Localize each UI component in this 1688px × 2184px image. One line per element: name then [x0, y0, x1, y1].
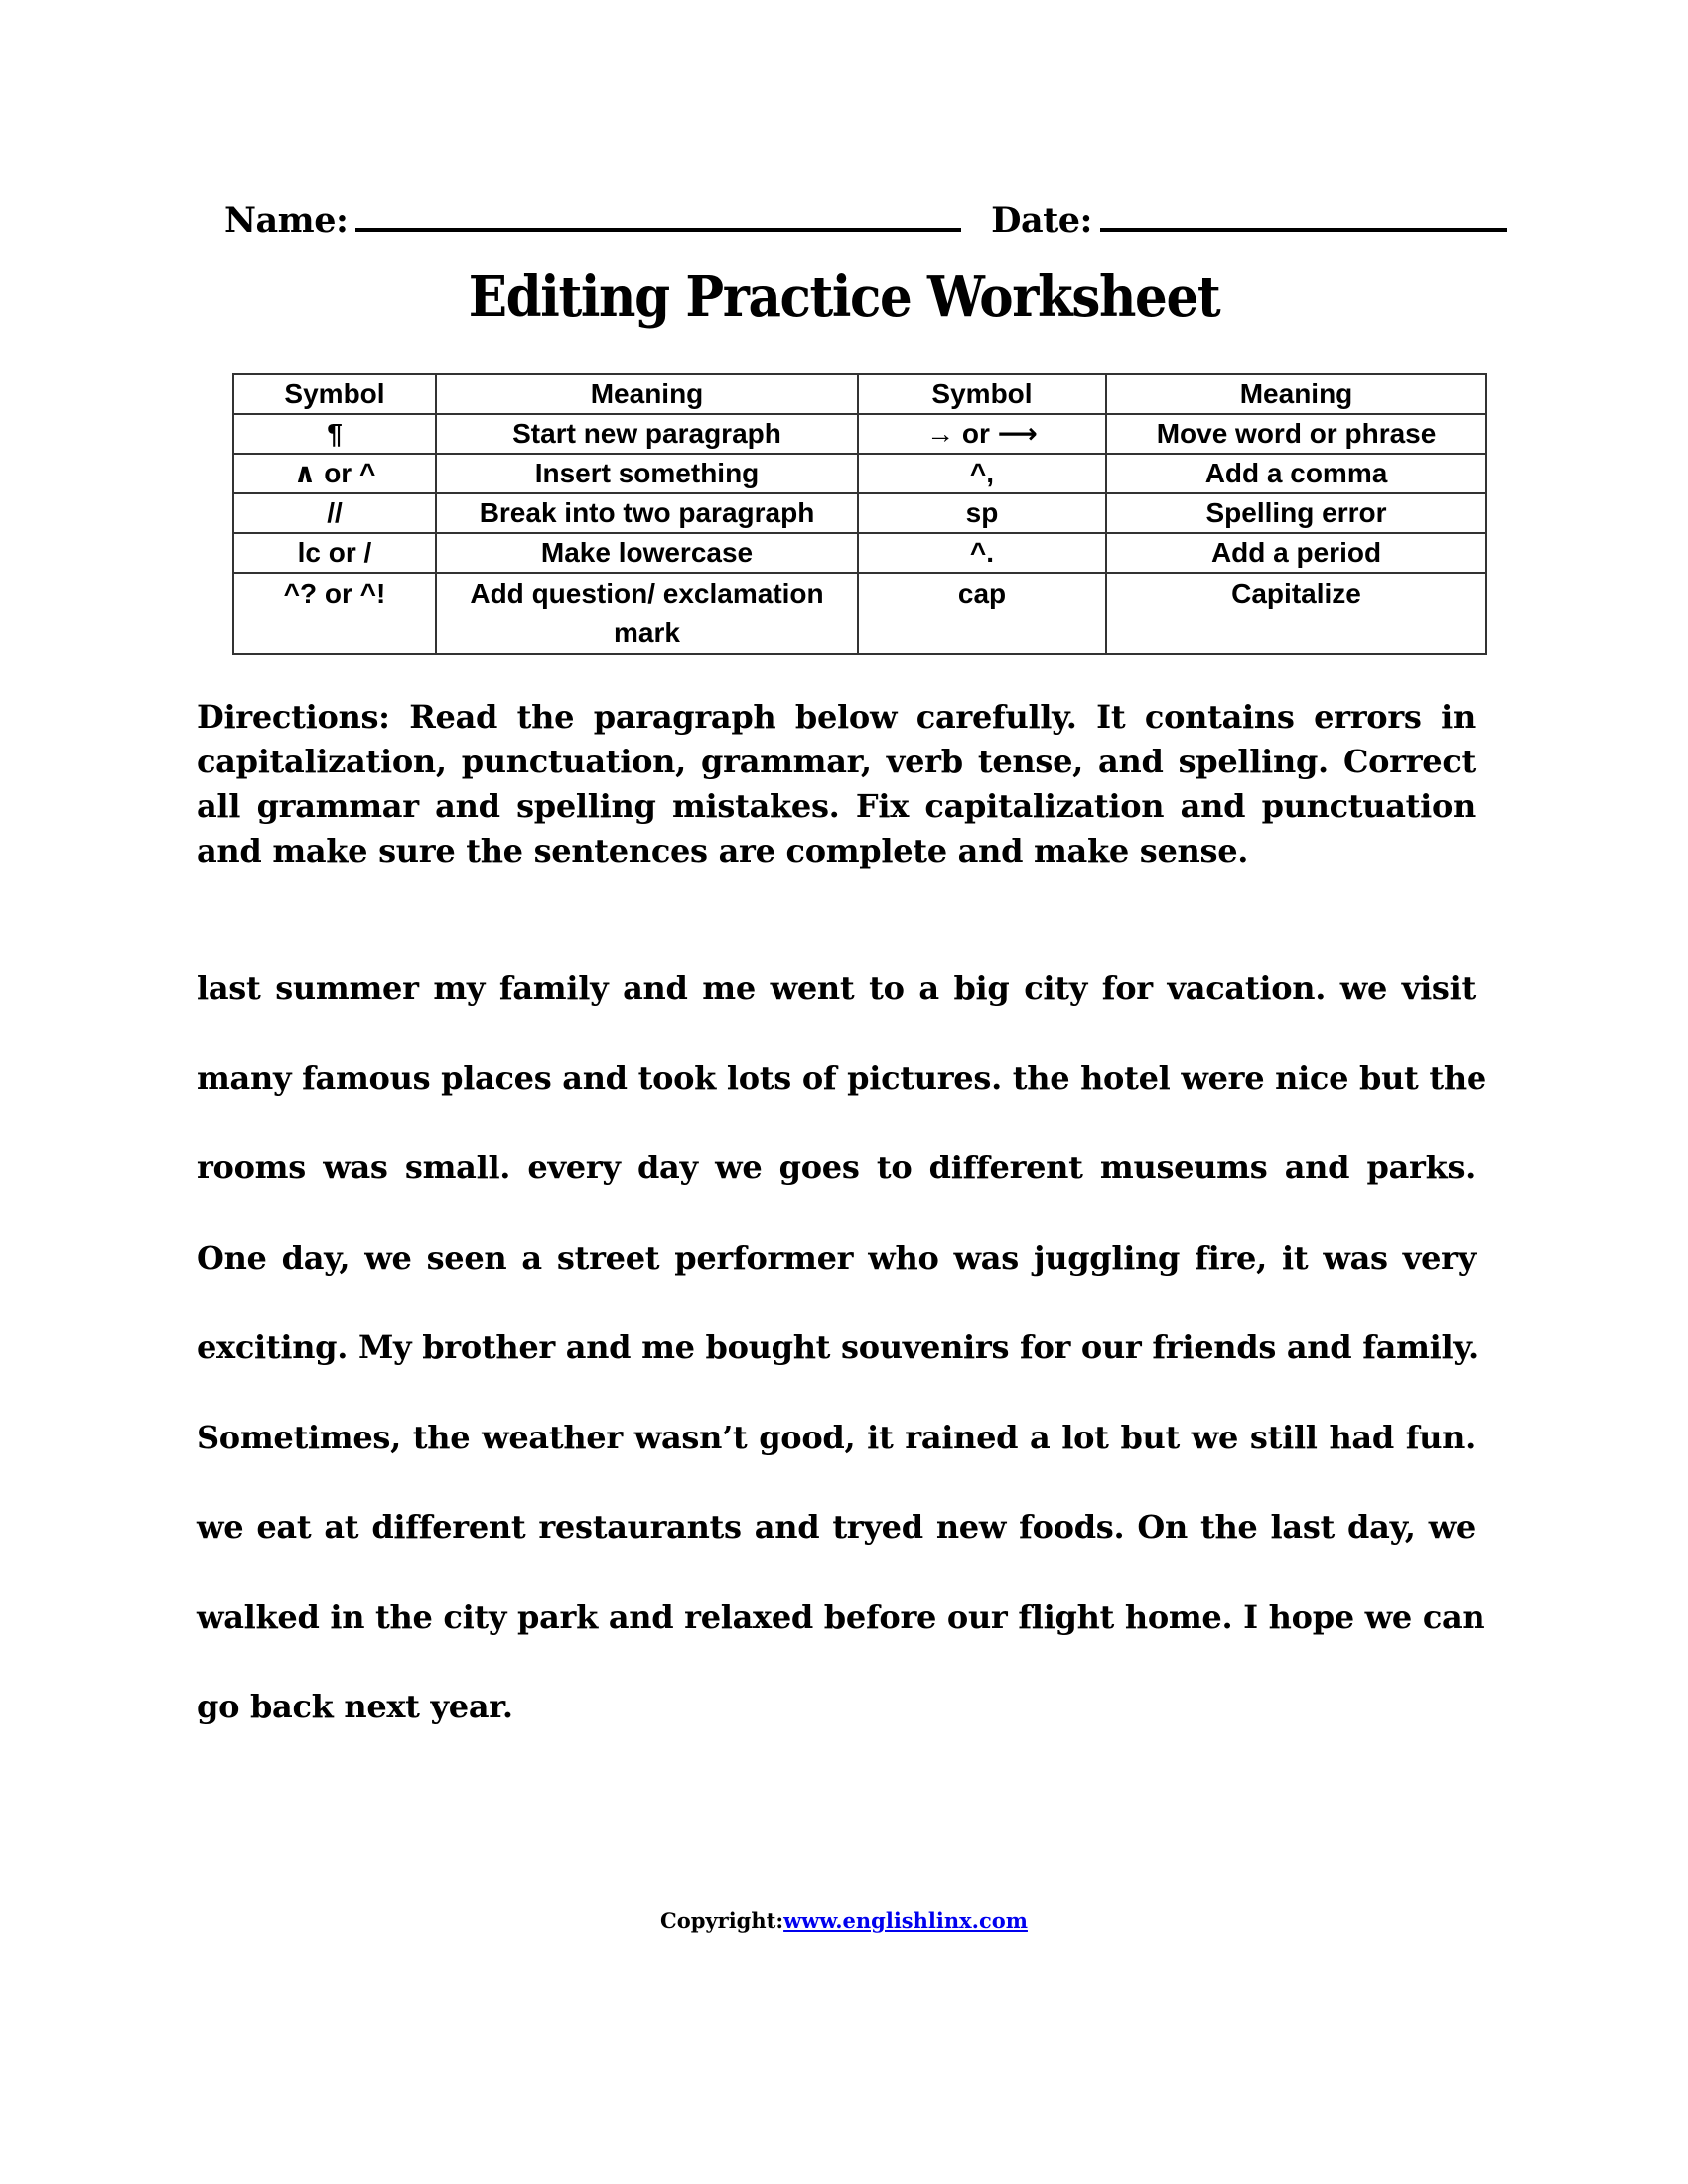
story-line: rooms was small. every day we goes to different museums and parks.	[197, 1149, 1476, 1186]
table-row	[233, 454, 1486, 493]
story-line: walked in the city park and relaxed before our flight home. I hope we can	[197, 1597, 1485, 1636]
symbol-cell: ¶	[233, 414, 436, 454]
meaning-cell: Make lowercase	[436, 533, 858, 573]
date-label: Date:	[991, 201, 1092, 241]
page-title: Editing Practice Worksheet	[468, 264, 1220, 330]
date-field[interactable]	[1100, 199, 1507, 232]
copyright-footer	[0, 1908, 1688, 1933]
column-header-meaning: Meaning	[436, 374, 858, 414]
meaning-cell: Move word or phrase	[1106, 414, 1486, 454]
story-line: One day, we seen a street performer who was juggling fire, it was very	[197, 1238, 1476, 1277]
name-field[interactable]	[355, 199, 961, 232]
name-date-line	[224, 199, 1476, 248]
symbol-cell: sp	[858, 493, 1106, 533]
column-header-symbol: Symbol	[233, 374, 436, 414]
symbol-cell: cap	[858, 573, 1106, 654]
meaning-cell: Start new paragraph	[436, 414, 858, 454]
table-row	[233, 573, 1486, 654]
symbol-cell: ^,	[858, 454, 1106, 493]
symbol-cell: → or ⟶	[858, 414, 1106, 454]
name-label: Name:	[224, 201, 349, 241]
story-line: go back next year.	[197, 1688, 513, 1725]
symbol-cell: ^? or ^!	[233, 573, 436, 654]
directions-text: Directions: Read the paragraph below carefully. It contains errors in capitalization, punctuation, grammar, verb tense, and spelling. Correct all grammar and spelling mistakes. Fix capitalization and punctuation and make sure the sentences are complete and make sense.	[197, 698, 1476, 870]
meaning-cell: Break into two paragraph	[436, 493, 858, 533]
meaning-cell: Add question/ exclamation mark	[436, 573, 858, 654]
symbol-cell: ∧ or ^	[233, 454, 436, 493]
table-header-row	[233, 374, 1486, 414]
meaning-cell: Add a period	[1106, 533, 1486, 573]
symbol-cell: ^.	[858, 533, 1106, 573]
column-header-symbol: Symbol	[858, 374, 1106, 414]
story-paragraph	[197, 943, 1486, 1752]
website-link[interactable]: www.englishlinx.com	[783, 1908, 1028, 1933]
story-line: we eat at different restaurants and tryed new foods. On the last day, we	[197, 1508, 1476, 1546]
symbol-cell: //	[233, 493, 436, 533]
table-row	[233, 414, 1486, 454]
meaning-cell: Capitalize	[1106, 573, 1486, 654]
story-line: Sometimes, the weather wasn’t good, it rained a lot but we still had fun.	[197, 1418, 1476, 1456]
table-row	[233, 493, 1486, 533]
column-header-meaning: Meaning	[1106, 374, 1486, 414]
meaning-cell: Insert something	[436, 454, 858, 493]
meaning-cell: Add a comma	[1106, 454, 1486, 493]
symbol-cell: lc or /	[233, 533, 436, 573]
story-line: many famous places and took lots of pictures. the hotel were nice but the	[197, 1058, 1486, 1097]
editing-symbols-table	[232, 373, 1487, 655]
copyright-label: Copyright:	[660, 1908, 784, 1933]
story-line: last summer my family and me went to a big city for vacation. we visit	[197, 969, 1476, 1007]
story-line: exciting. My brother and me bought souvenirs for our friends and family.	[197, 1328, 1478, 1366]
meaning-cell: Spelling error	[1106, 493, 1486, 533]
table-row	[233, 533, 1486, 573]
